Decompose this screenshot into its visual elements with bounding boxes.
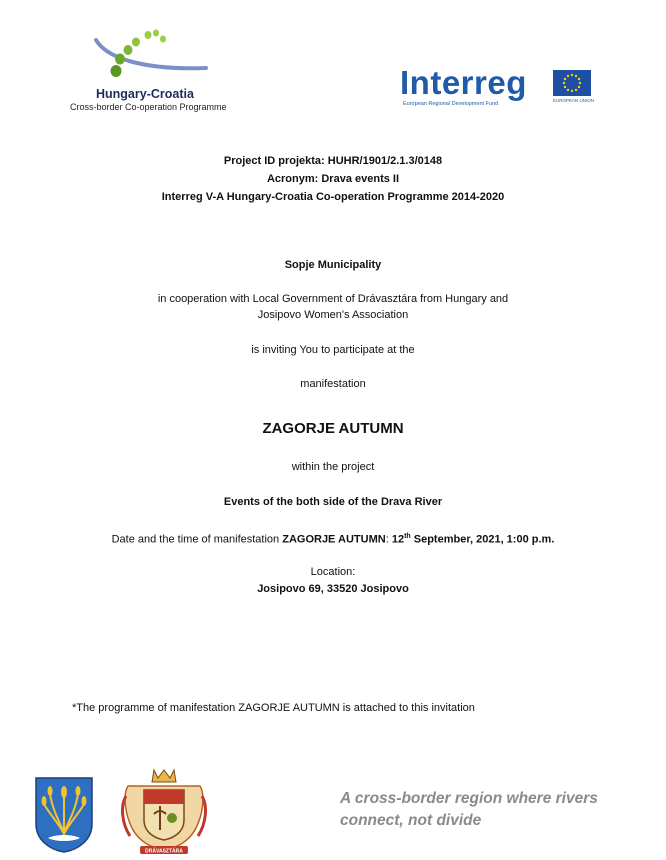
manifestation-word: manifestation bbox=[300, 378, 366, 390]
inviting-text: is inviting You to participate at the bbox=[251, 344, 415, 356]
project-id: Project ID projekta: HUHR/1901/2.1.3/0148 bbox=[223, 155, 443, 167]
project-programme: Interreg V-A Hungary-Croatia Co-operation Programme 2014-2020 bbox=[161, 191, 505, 203]
cooperation-line-2: Josipovo Women's Association bbox=[257, 309, 409, 321]
date-event-name: ZAGORJE AUTUMN bbox=[282, 533, 386, 546]
tagline-line-2: connect, not divide bbox=[340, 812, 482, 829]
interreg-subtitle: European Regional Development Fund bbox=[403, 101, 499, 107]
footnote: *The programme of manifestation ZAGORJE AUTUMN is attached to this invitation bbox=[72, 702, 475, 714]
date-colon: : bbox=[385, 533, 392, 546]
date-day: 12 bbox=[391, 533, 405, 546]
location-label: Location: bbox=[310, 566, 356, 578]
host-organization: Sopje Municipality bbox=[284, 259, 382, 271]
project-title: Events of the both side of the Drava River bbox=[223, 496, 443, 508]
project-acronym: Acronym: Drava events II bbox=[266, 173, 400, 185]
crest-banner-text: DRÁVASZTÁRA bbox=[145, 848, 183, 855]
interreg-wordmark: Interreg bbox=[400, 64, 527, 101]
hungary-croatia-subtitle: Cross-border Co-operation Programme bbox=[70, 102, 227, 112]
date-time-line bbox=[0, 528, 666, 549]
date-day-suffix: th bbox=[404, 533, 411, 540]
eu-flag-icon bbox=[553, 70, 591, 96]
within-project-text: within the project bbox=[291, 461, 375, 473]
tagline-line-1: A cross-border region where rivers bbox=[340, 790, 598, 807]
dravasztara-coat-of-arms-icon bbox=[120, 766, 208, 858]
cooperation-line-1: in cooperation with Local Government of Drávasztára from Hungary and bbox=[157, 293, 509, 305]
municipality-coat-of-arms-icon bbox=[34, 776, 94, 854]
hungary-croatia-title: Hungary-Croatia bbox=[96, 87, 194, 101]
date-prefix: Date and the time of manifestation bbox=[111, 533, 283, 546]
event-title: ZAGORJE AUTUMN bbox=[262, 420, 404, 437]
location-address: Josipovo 69, 33520 Josipovo bbox=[257, 583, 409, 595]
date-rest: September, 2021, 1:00 p.m. bbox=[410, 533, 555, 546]
eu-label: EUROPEAN UNION bbox=[553, 98, 595, 103]
